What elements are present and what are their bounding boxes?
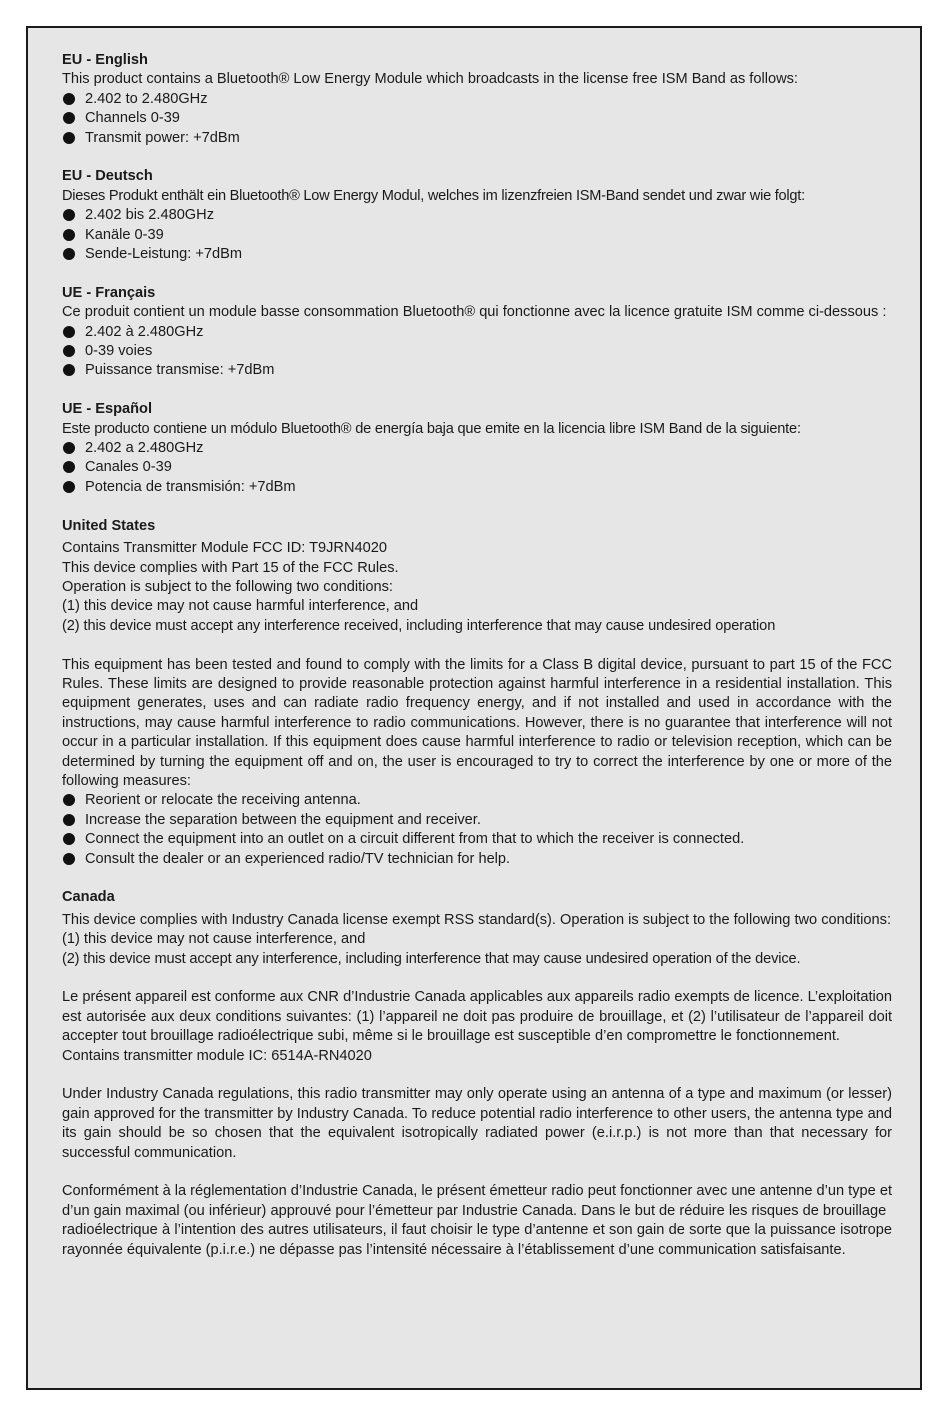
spec-list-ue-espanol [62, 439, 892, 497]
bullet-icon [63, 461, 75, 473]
canada-antenna-paragraph: Under Industry Canada regulations, this radio transmitter may only operate using an antenna of a type and maximum (or lesser) gain approved for the transmitter by Industry Canada. To reduce potential radio interference to other users, the antenna type and its gain should be so chosen that the equivalent isotropically radiated power (e.i.r.p.) is not more than that necessary for successful communication. [62, 1086, 892, 1161]
canada-condition-2: (2) this device must accept any interference, including interference that may cause undesired operation of the device. [62, 950, 801, 967]
canada-ic-line: Contains transmitter module IC: 6514A-RN4020 [62, 1047, 372, 1064]
section-intro-ue-francais: Ce produit contient un module basse consommation Bluetooth® qui fonctionne avec la licence gratuite ISM comme ci-dessous : [62, 304, 887, 321]
list-item: Connect the equipment into an outlet on a circuit different from that to which the receiver is connected. [62, 830, 892, 849]
section-heading-eu-deutsch: EU - Deutsch [62, 168, 153, 185]
canada-condition-1: (1) this device may not cause interference, and [62, 931, 366, 948]
list-item: 2.402 à 2.480GHz [62, 323, 892, 342]
bullet-icon [63, 345, 75, 357]
bullet-icon [63, 794, 75, 806]
bullet-icon [63, 364, 75, 376]
canada-antenna-paragraph-fr-part2: radioélectrique à l’intention des autres utilisateurs, il faut choisir le type d’antenne et son gain de sorte que la puissance isotrope rayonnée équivalente (p.i.r.e.) ne dépasse pas l’intensité nécessaire à l’établissement d’une communication satisfaisante. [62, 1222, 892, 1258]
fcc-conditions-line: Operation is subject to the following two conditions: [62, 578, 393, 595]
list-item: 2.402 bis 2.480GHz [62, 206, 892, 225]
bullet-icon [63, 229, 75, 241]
bullet-icon [63, 326, 75, 338]
list-item: 0-39 voies [62, 342, 892, 361]
section-heading-canada: Canada [62, 889, 115, 906]
list-item: Reorient or relocate the receiving antenna. [62, 791, 892, 810]
fcc-part15-line: This device complies with Part 15 of the FCC Rules. [62, 559, 399, 576]
list-item: 2.402 to 2.480GHz [62, 90, 892, 109]
list-item: Kanäle 0-39 [62, 226, 892, 245]
canada-cnr-paragraph-fr: Le présent appareil est conforme aux CNR d’Industrie Canada applicables aux appareils radio exempts de licence. L’exploitation est autorisée aux deux conditions suivantes: (1) l’appareil ne doit pas produire de brouillage, et (2) l’utilisateur de l’appareil doit accepter tout brouillage radioélectrique subi, même si le brouillage est susceptible d’en compromettre le fonctionnement. [62, 989, 892, 1045]
bullet-icon [63, 112, 75, 124]
bullet-icon [63, 481, 75, 493]
section-intro-eu-english: This product contains a Bluetooth® Low Energy Module which broadcasts in the license free ISM Band as follows: [62, 71, 798, 88]
bullet-icon [63, 833, 75, 845]
fcc-class-b-paragraph: This equipment has been tested and found to comply with the limits for a Class B digital device, pursuant to part 15 of the FCC Rules. These limits are designed to provide reasonable protection against harmful interference in a residential installation. This equipment generates, uses and can radiate radio frequency energy, and if not installed and used in accordance with the instructions, may cause harmful interference to radio communications. However, there is no guarantee that interference will not occur in a particular installation. If this equipment does cause harmful interference to radio or television reception, which can be determined by turning the equipment off and on, the user is encouraged to try to correct the interference by one or more of the following measures: [62, 656, 892, 789]
list-item: Channels 0-39 [62, 109, 892, 128]
section-intro-eu-deutsch: Dieses Produkt enthält ein Bluetooth® Low Energy Modul, welches im lizenzfreien ISM-Band sendet und zwar wie folgt: [62, 187, 805, 204]
fcc-id-line: Contains Transmitter Module FCC ID: T9JRN4020 [62, 540, 387, 557]
list-item: Increase the separation between the equipment and receiver. [62, 811, 892, 830]
notice-content [62, 51, 892, 1260]
list-item: Potencia de transmisión: +7dBm [62, 478, 892, 497]
spec-list-eu-english [62, 90, 892, 148]
list-item: Sende-Leistung: +7dBm [62, 245, 892, 264]
section-heading-united-states: United States [62, 517, 156, 534]
list-item: Canales 0-39 [62, 458, 892, 477]
spec-list-ue-francais [62, 323, 892, 381]
regulatory-notice-panel [26, 26, 922, 1390]
spec-list-eu-deutsch [62, 206, 892, 264]
list-item: Transmit power: +7dBm [62, 129, 892, 148]
bullet-icon [63, 442, 75, 454]
section-heading-ue-espanol: UE - Español [62, 401, 153, 418]
fcc-condition-2: (2) this device must accept any interference received, including interference that may cause undesired operation [62, 617, 776, 634]
canada-antenna-paragraph-fr-part1: Conformément à la réglementation d’Industrie Canada, le présent émetteur radio peut fonctionner avec une antenne d’un type et d’un gain maximal (ou inférieur) approuvé pour l’émetteur par Industrie Canada. Dans le but de réduire les risques de brouillage [62, 1183, 892, 1219]
section-intro-ue-espanol: Este producto contiene un módulo Bluetooth® de energía baja que emite en la licencia libre ISM Band de la siguiente: [62, 420, 801, 437]
fcc-measures-list [62, 791, 892, 869]
section-heading-eu-english: EU - English [62, 52, 148, 68]
fcc-condition-1: (1) this device may not cause harmful interference, and [62, 598, 419, 615]
bullet-icon [63, 93, 75, 105]
canada-rss-paragraph: This device complies with Industry Canada license exempt RSS standard(s). Operation is subject to the following two conditions: [62, 911, 892, 928]
bullet-icon [63, 814, 75, 826]
bullet-icon [63, 132, 75, 144]
bullet-icon [63, 209, 75, 221]
list-item: 2.402 a 2.480GHz [62, 439, 892, 458]
bullet-icon [63, 853, 75, 865]
list-item: Puissance transmise: +7dBm [62, 361, 892, 380]
section-heading-ue-francais: UE - Français [62, 284, 156, 301]
list-item: Consult the dealer or an experienced radio/TV technician for help. [62, 850, 892, 869]
bullet-icon [63, 248, 75, 260]
